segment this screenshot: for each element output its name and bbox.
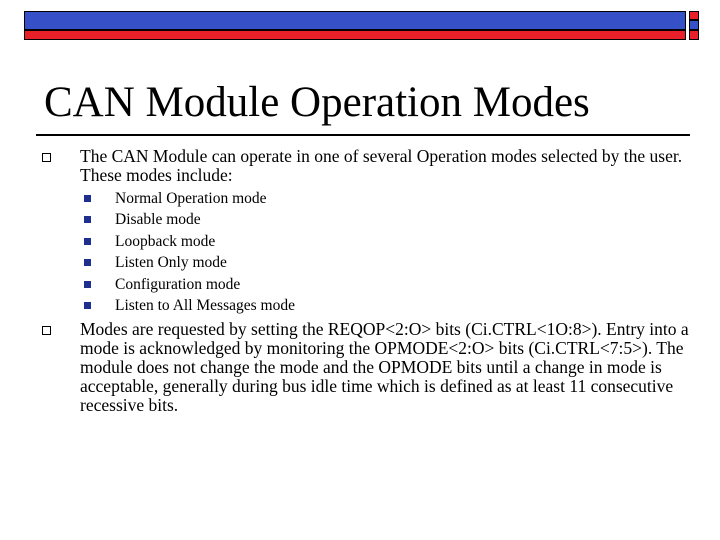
bullet-text-modes: Modes are requested by setting the REQOP<2:O> bits (Ci.CTRL<1O:8>). Entry into a mode is acknowledged by monitoring the OPMODE<2:O> bits (Ci.CTRL<7:5>). The module does not change the mode and the OPMODE bits until a change in mode is acceptable, generally during bus idle time which is defined as at least 11 consecutive recessive bits.	[80, 319, 689, 415]
mode-item: Normal Operation mode	[115, 190, 267, 207]
bullet-text-intro: The CAN Module can operate in one of several Operation modes selected by the user. These modes include:	[80, 146, 683, 185]
hollow-square-bullet-icon	[42, 326, 51, 335]
square-bullet-icon	[84, 238, 91, 245]
mode-item: Configuration mode	[115, 276, 241, 293]
slide-title: CAN Module Operation Modes	[44, 79, 590, 126]
square-bullet-icon	[84, 302, 91, 309]
square-bullet-icon	[84, 195, 91, 202]
hollow-square-bullet-icon	[42, 153, 51, 162]
mode-item: Disable mode	[115, 211, 201, 228]
square-bullet-icon	[84, 216, 91, 223]
square-bullet-icon	[84, 259, 91, 266]
mode-item: Listen to All Messages mode	[115, 297, 295, 314]
mode-item: Listen Only mode	[115, 254, 227, 271]
mode-item: Loopback mode	[115, 233, 216, 250]
square-bullet-icon	[84, 281, 91, 288]
